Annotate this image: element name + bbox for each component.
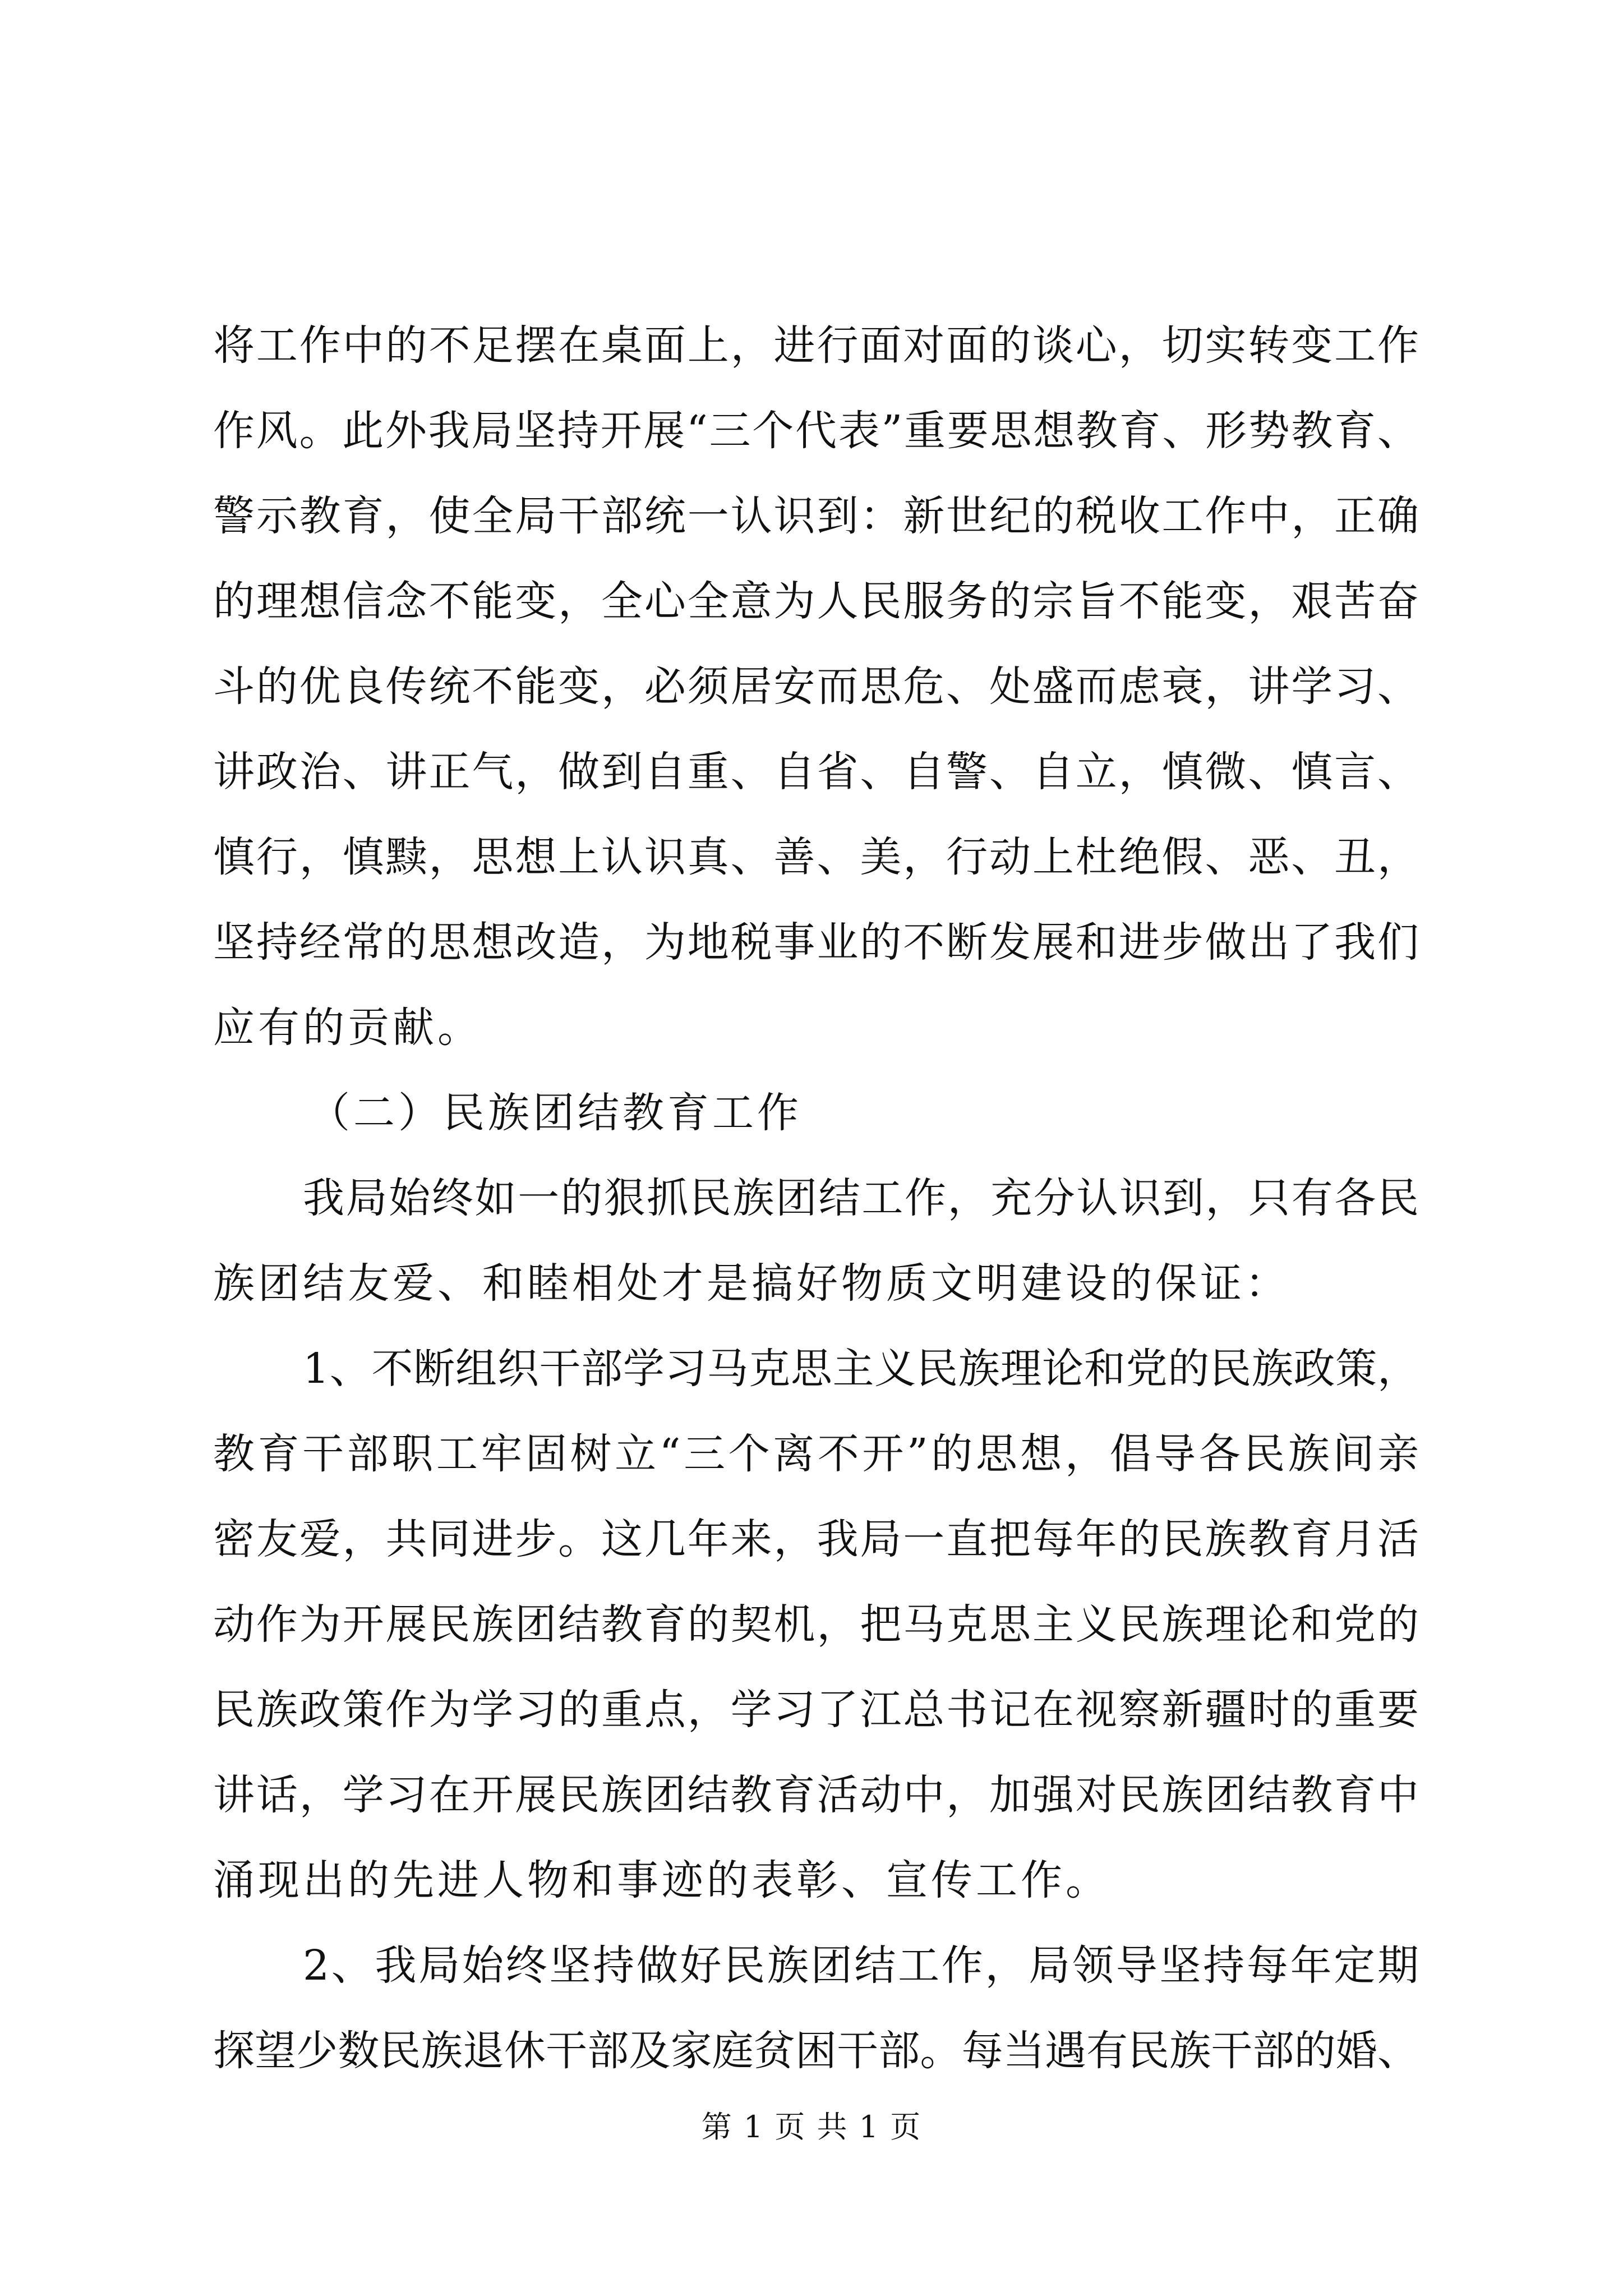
text-line: 警示教育，使全局干部统一认识到：新世纪的税收工作中，正确: [213, 492, 1419, 540]
text-line: 的理想信念不能变，全心全意为人民服务的宗旨不能变，艰苦奋: [213, 577, 1419, 625]
text-line: 1、不断组织干部学习马克思主义民族理论和党的民族政策，: [303, 1345, 1419, 1393]
text-line: 斗的优良传统不能变，必须居安而思危、处盛而虑衰，讲学习、: [213, 662, 1419, 711]
text-line: 慎行，慎黩，思想上认识真、善、美，行动上杜绝假、恶、丑，: [213, 833, 1419, 881]
text-line: 教育干部职工牢固树立“三个离不开”的思想，倡导各民族间亲: [213, 1430, 1419, 1478]
text-line: 族团结友爱、和睦相处才是搞好物质文明建设的保证：: [213, 1259, 1290, 1308]
text-line: 动作为开展民族团结教育的契机，把马克思主义民族理论和党的: [213, 1600, 1419, 1649]
text-line: 密友爱，共同进步。这几年来，我局一直把每年的民族教育月活: [213, 1515, 1419, 1563]
text-line: 作风。此外我局坚持开展“三个代表”重要思想教育、形势教育、: [213, 407, 1419, 455]
text-line: 探望少数民族退休干部及家庭贫困干部。每当遇有民族干部的婚、: [213, 2027, 1419, 2075]
text-line: 讲话，学习在开展民族团结教育活动中，加强对民族团结教育中: [213, 1771, 1419, 1819]
text-line: 我局始终如一的狠抓民族团结工作，充分认识到，只有各民: [303, 1174, 1419, 1222]
section-heading: （二）民族团结教育工作: [308, 1089, 802, 1137]
text-line: 坚持经常的思想改造，为地税事业的不断发展和进步做出了我们: [213, 918, 1419, 967]
text-line: 讲政治、讲正气，做到自重、自省、自警、自立，慎微、慎言、: [213, 748, 1419, 796]
page-number-footer: 第 1 页 共 1 页: [701, 2109, 922, 2145]
text-line: 应有的贡献。: [213, 1004, 482, 1052]
text-line: 涌现出的先进人物和事迹的表彰、宣传工作。: [213, 1856, 1110, 1904]
document-body: [213, 303, 1419, 2093]
text-line: 将工作中的不足摆在桌面上，进行面对面的谈心，切实转变工作: [213, 321, 1419, 370]
text-line: 民族政策作为学习的重点，学习了江总书记在视察新疆时的重要: [213, 1686, 1419, 1734]
text-line: 2、我局始终坚持做好民族团结工作，局领导坚持每年定期: [303, 1941, 1419, 1990]
